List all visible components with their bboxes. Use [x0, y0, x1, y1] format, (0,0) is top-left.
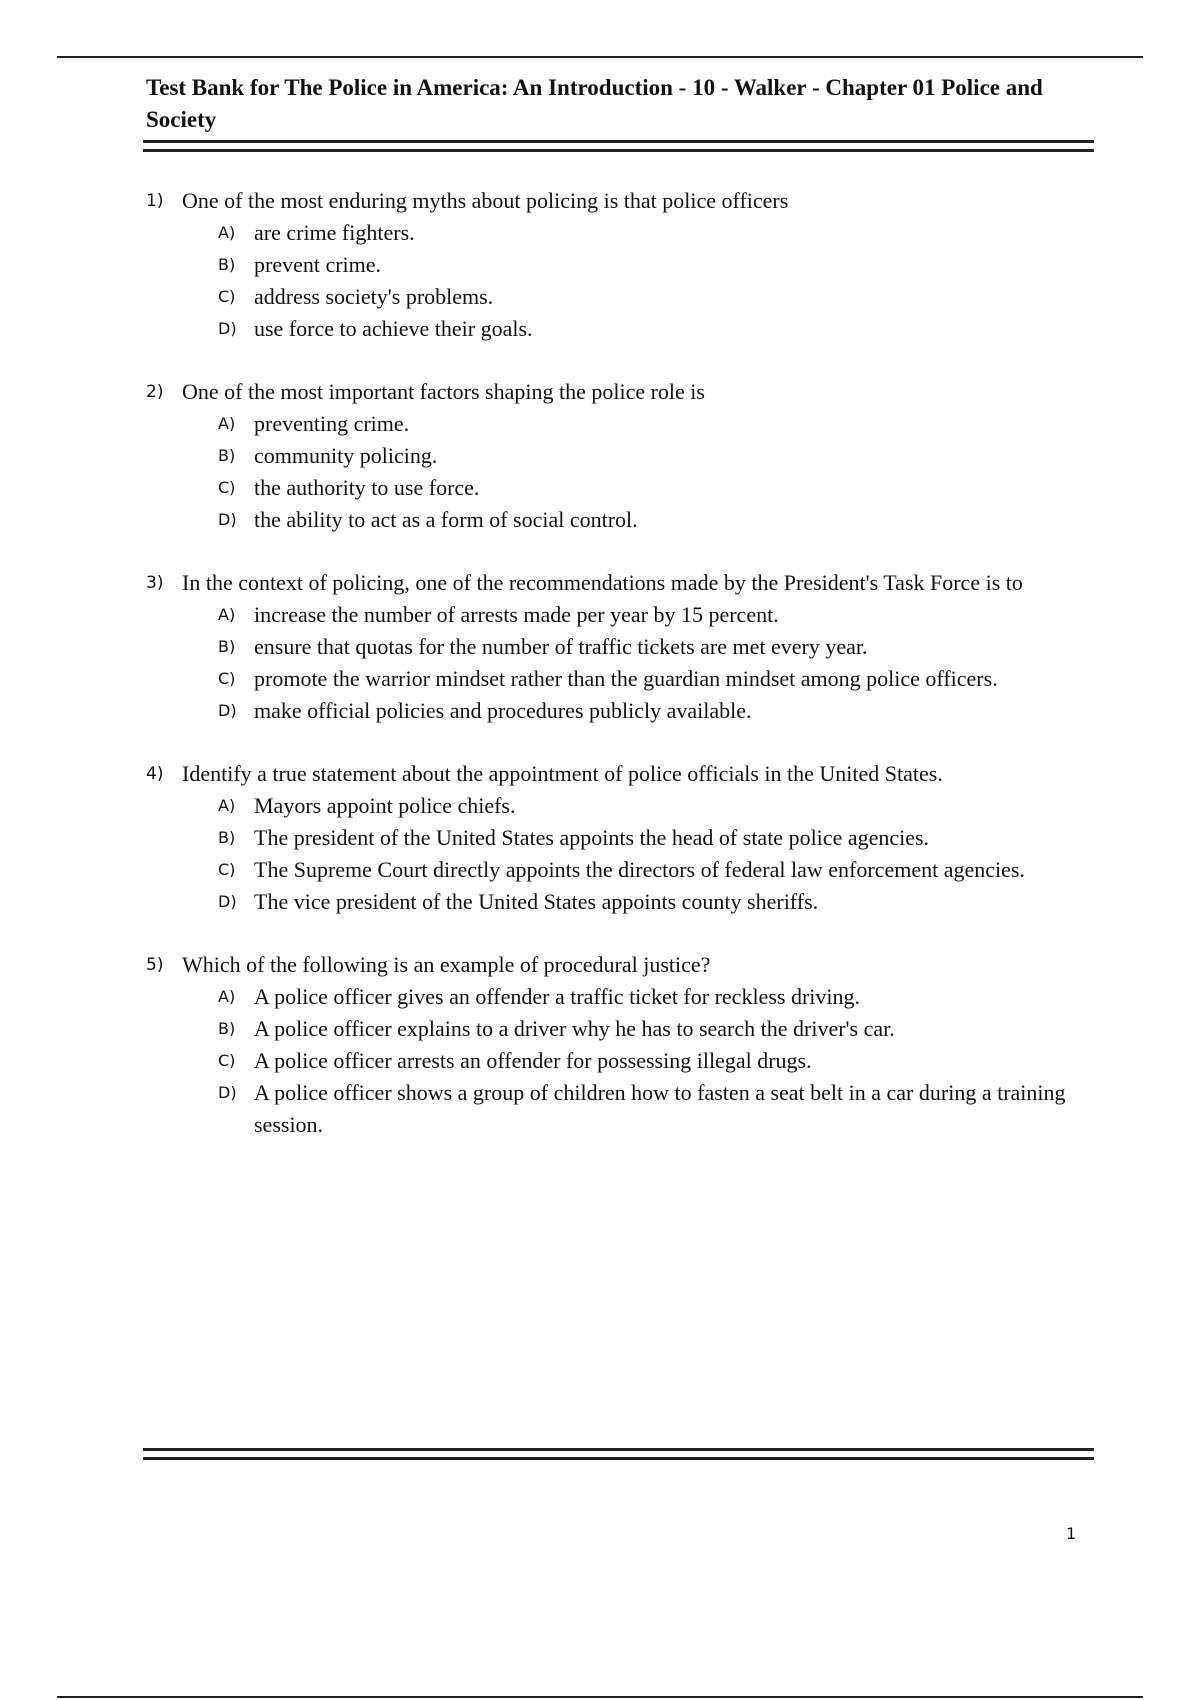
- answer-options: [146, 408, 1096, 536]
- answer-option: [146, 886, 1096, 918]
- question-stem: [146, 949, 1096, 981]
- option-text: increase the number of arrests made per year by 15 percent.: [254, 602, 779, 627]
- option-text: are crime fighters.: [254, 220, 415, 245]
- option-letter: A): [218, 223, 236, 242]
- option-letter: B): [218, 446, 236, 465]
- option-text: promote the warrior mindset rather than the guardian mindset among police officers.: [254, 666, 998, 691]
- option-letter: C): [218, 860, 236, 879]
- question-number: 5): [146, 955, 164, 975]
- question-number: 4): [146, 764, 164, 784]
- answer-option: [146, 599, 1096, 631]
- question-list: [146, 185, 1096, 1172]
- page-top-rule: [57, 56, 1143, 58]
- answer-option: [146, 472, 1096, 504]
- option-letter: D): [218, 510, 237, 529]
- option-letter: B): [218, 1019, 236, 1038]
- option-letter: D): [218, 1083, 237, 1102]
- answer-option: [146, 981, 1096, 1013]
- question-1: [146, 185, 1096, 345]
- answer-option: [146, 281, 1096, 313]
- option-letter: A): [218, 796, 236, 815]
- option-text: The vice president of the United States appoints county sheriffs.: [254, 889, 819, 914]
- option-letter: C): [218, 478, 236, 497]
- answer-option: [146, 854, 1096, 886]
- option-letter: B): [218, 828, 236, 847]
- option-text: A police officer arrests an offender for possessing illegal drugs.: [254, 1048, 812, 1073]
- question-number: 3): [146, 573, 164, 593]
- answer-options: [146, 790, 1096, 918]
- page-bottom-rule: [57, 1696, 1143, 1698]
- answer-option: [146, 695, 1096, 727]
- question-stem: [146, 376, 1096, 408]
- option-letter: A): [218, 414, 236, 433]
- option-letter: D): [218, 892, 237, 911]
- option-letter: A): [218, 605, 236, 624]
- option-letter: D): [218, 701, 237, 720]
- question-number: 1): [146, 191, 164, 211]
- question-text: Identify a true statement about the appointment of police officials in the United States.: [182, 761, 943, 786]
- option-text: A police officer explains to a driver why he has to search the driver's car.: [254, 1016, 895, 1041]
- option-letter: B): [218, 637, 236, 656]
- answer-option: [146, 440, 1096, 472]
- question-number: 2): [146, 382, 164, 402]
- question-stem: [146, 758, 1096, 790]
- answer-option: [146, 313, 1096, 345]
- document-title: Test Bank for The Police in America: An Introduction - 10 - Walker - Chapter 01 Police and Society: [146, 75, 1043, 132]
- option-text: ensure that quotas for the number of traffic tickets are met every year.: [254, 634, 868, 659]
- question-text: One of the most enduring myths about policing is that police officers: [182, 188, 789, 213]
- option-text: prevent crime.: [254, 252, 382, 277]
- answer-options: [146, 217, 1096, 345]
- answer-option: [146, 408, 1096, 440]
- question-5: [146, 949, 1096, 1141]
- option-text: The Supreme Court directly appoints the directors of federal law enforcement agencies.: [254, 857, 1025, 882]
- option-text: The president of the United States appoints the head of state police agencies.: [254, 825, 930, 850]
- option-letter: C): [218, 1051, 236, 1070]
- answer-option: [146, 822, 1096, 854]
- option-letter: C): [218, 669, 236, 688]
- option-text: address society's problems.: [254, 284, 494, 309]
- answer-options: [146, 599, 1096, 727]
- answer-option: [146, 217, 1096, 249]
- option-text: A police officer shows a group of children how to fasten a seat belt in a car during a training session.: [254, 1080, 1066, 1137]
- question-3: [146, 567, 1096, 727]
- question-text: One of the most important factors shaping the police role is: [182, 379, 705, 404]
- answer-option: [146, 663, 1096, 695]
- answer-option: [146, 1045, 1096, 1077]
- answer-option: [146, 790, 1096, 822]
- question-text: Which of the following is an example of procedural justice?: [182, 952, 711, 977]
- answer-option: [146, 1077, 1096, 1141]
- question-stem: [146, 185, 1096, 217]
- question-stem: [146, 567, 1096, 599]
- page-number: 1: [1066, 1524, 1077, 1543]
- option-text: A police officer gives an offender a traffic ticket for reckless driving.: [254, 984, 860, 1009]
- question-2: [146, 376, 1096, 536]
- option-letter: B): [218, 255, 236, 274]
- answer-option: [146, 249, 1096, 281]
- option-text: make official policies and procedures publicly available.: [254, 698, 752, 723]
- option-letter: D): [218, 319, 237, 338]
- option-letter: C): [218, 287, 236, 306]
- footer-double-rule: [143, 1448, 1094, 1460]
- answer-option: [146, 504, 1096, 536]
- option-text: use force to achieve their goals.: [254, 316, 533, 341]
- option-text: the ability to act as a form of social control.: [254, 507, 638, 532]
- answer-options: [146, 981, 1096, 1141]
- header-double-rule: [143, 140, 1094, 152]
- answer-option: [146, 631, 1096, 663]
- option-text: Mayors appoint police chiefs.: [254, 793, 516, 818]
- option-text: preventing crime.: [254, 411, 410, 436]
- question-text: In the context of policing, one of the recommendations made by the President's Task Force is to: [182, 570, 1023, 595]
- question-4: [146, 758, 1096, 918]
- option-text: community policing.: [254, 443, 438, 468]
- option-letter: A): [218, 987, 236, 1006]
- answer-option: [146, 1013, 1096, 1045]
- option-text: the authority to use force.: [254, 475, 480, 500]
